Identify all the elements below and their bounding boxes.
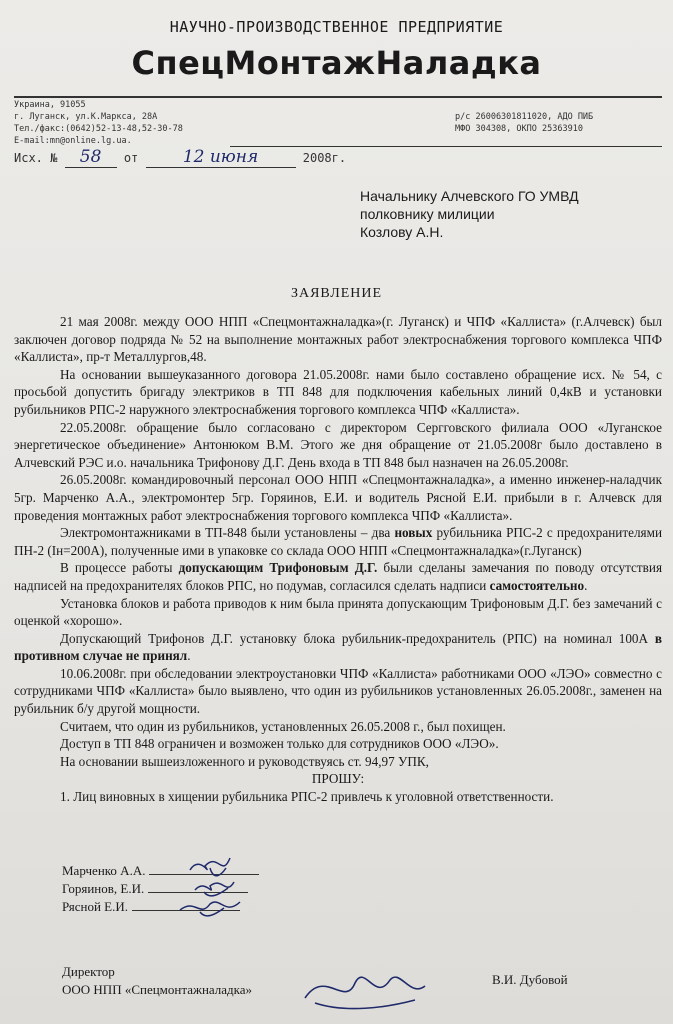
org-type-heading: НАУЧНО-ПРОИЗВОДСТВЕННОЕ ПРЕДПРИЯТИЕ xyxy=(169,18,504,36)
letter-body xyxy=(14,313,662,806)
addressee-line: Начальнику Алчевского ГО УМВД xyxy=(360,188,579,204)
paragraph: Допускающий Трифонов Д.Г. установку блока рубильник-предохранитель (РПС) на номинал 100А в противном случае не принял. xyxy=(14,630,662,664)
paragraph: На основании вышеуказанного договора 21.05.2008г. нами было составлено обращение исх. № 54, с просьбой допустить бригаду электриков в ТП 848 для подключения кабельных линий 0,4кВ и установки рубильников РПС-2 наружного электроснабжения торгового комплекса ЧПФ «Каллиста». xyxy=(14,366,662,417)
paragraph: На основании вышеизложенного и руководствуясь ст. 94,97 УПК, xyxy=(60,753,429,769)
paragraph: Считаем, что один из рубильников, установленных 26.05.2008 г., был похищен. xyxy=(60,718,506,734)
addressee-line: полковнику милиции xyxy=(360,206,495,222)
director-name: В.И. Дубовой xyxy=(492,972,568,987)
bank-line: р/с 26006301811020, АДО ПИБ xyxy=(455,112,594,122)
addressee-block xyxy=(360,187,579,241)
contacts-left xyxy=(14,99,183,147)
paragraph: 22.05.2008г. обращение было согласовано с директором Сергговского филиала ООО «Луганское энергетическое объединение» Антонюком В.М. Этого же дня обращение от 21.05.2008г было доставлено в Алчевский РЭС и.о. начальника Трифонову Д.Г. День входа в ТП 848 был назначен на 26.05.2008г. xyxy=(14,419,662,470)
emphasis: допускающим Трифоновым Д.Г. xyxy=(178,560,378,576)
emphasis: самостоятельно xyxy=(489,577,585,593)
ref-year: 2008г. xyxy=(302,151,347,165)
emphasis: новых xyxy=(394,525,433,541)
director-block xyxy=(62,963,252,999)
ref-prefix: Исх. № xyxy=(14,151,58,165)
paragraph: 26.05.2008г. командировочный персонал ООО НПП «Спецмонтажналадка», а именно инженер-наладчик 5гр. Марченко А.А., электромонтер 5гр. Горяинов, Е.И. и водитель Рясной Е.И. прибыли в г. Алчевск для проведения монтажных работ электроснабжения торгового комплекса ЧПФ «Каллиста». xyxy=(14,472,662,523)
paragraph: Электромонтажниками в ТП-848 были установлены – два новых рубильника РПС-2 с предохранителями ПН-2 (Iн=200А), полученные ими в упаковке со склада ООО НПП «Спецмонтажналадка»(г.Луганск) xyxy=(14,525,663,558)
addressee-line: Козлову А.Н. xyxy=(360,224,444,240)
company-name: ООО НПП «Спецмонтажналадка» xyxy=(62,982,253,997)
handwritten-signatures xyxy=(170,848,260,928)
contact-line: Украина, 91055 xyxy=(14,100,86,110)
ref-from-label: от xyxy=(123,151,139,165)
paragraph: В процессе работы допускающим Трифоновым Д.Г. были сделаны замечания по поводу отсутствия надписей на предохранителях блоков РПС, но подумав, согласился сделать надписи самостоятельно. xyxy=(14,560,663,593)
paragraph: 21 мая 2008г. между ООО НПП «Спецмонтажналадка»(г. Луганск) и ЧПФ «Каллиста» (г.Алчевск) был заключен договор подряда № 52 на выполнение монтажных работ электроснабжения торгового комплекса ЧПФ «Каллиста», пр-т Металлургов,48. xyxy=(14,314,662,365)
signatory-name: Марченко А.А. xyxy=(62,863,146,878)
contact-line: Тел./факс:(0642)52-13-48,52-30-78 xyxy=(14,124,183,134)
ref-date: 12 июня xyxy=(182,147,259,167)
paragraph: Доступ в ТП 848 ограничен и возможен только для сотрудников ООО «ЛЭО». xyxy=(60,736,499,752)
contact-line: E-mail:mn@online.lg.ua. xyxy=(14,136,132,146)
director-label: Директор xyxy=(62,964,115,979)
document-title: ЗАЯВЛЕНИЕ xyxy=(290,286,383,301)
ref-number: 58 xyxy=(79,147,102,167)
org-name-logo: СпецМонтажНаладка xyxy=(131,44,542,82)
director-signature xyxy=(295,958,435,1018)
signatory-name: Рясной Е.И. xyxy=(62,899,128,914)
bank-line: МФО 304308, ОКПО 25363910 xyxy=(455,124,583,134)
emphasis: в противном случае не принял xyxy=(14,630,662,664)
bank-details xyxy=(455,111,593,135)
request-item: 1. Лиц виновных в хищении рубильника РПС-2 привлечь к уголовной ответственности. xyxy=(60,789,554,805)
header-rule-top xyxy=(14,96,662,98)
request-title: ПРОШУ: xyxy=(311,771,365,787)
signatory-name: Горяинов, Е.И. xyxy=(62,881,145,896)
paragraph: Установка блоков и работа приводов к ним была принята допускающим Трифоновым Д.Г. без замечаний с оценкой «хорошо». xyxy=(14,595,662,629)
contact-line: г. Луганск, ул.К.Маркса, 28А xyxy=(14,112,158,122)
paragraph: 10.06.2008г. при обследовании электроустановки ЧПФ «Каллиста» работниками ООО «ЛЭО» совместно с сотрудниками ЧПФ «Каллиста» было выявлено, что один из рубильников установленных 26.05.2008г., заменен на рубильник б/у другой мощности. xyxy=(14,665,662,717)
outgoing-reference xyxy=(14,147,346,168)
